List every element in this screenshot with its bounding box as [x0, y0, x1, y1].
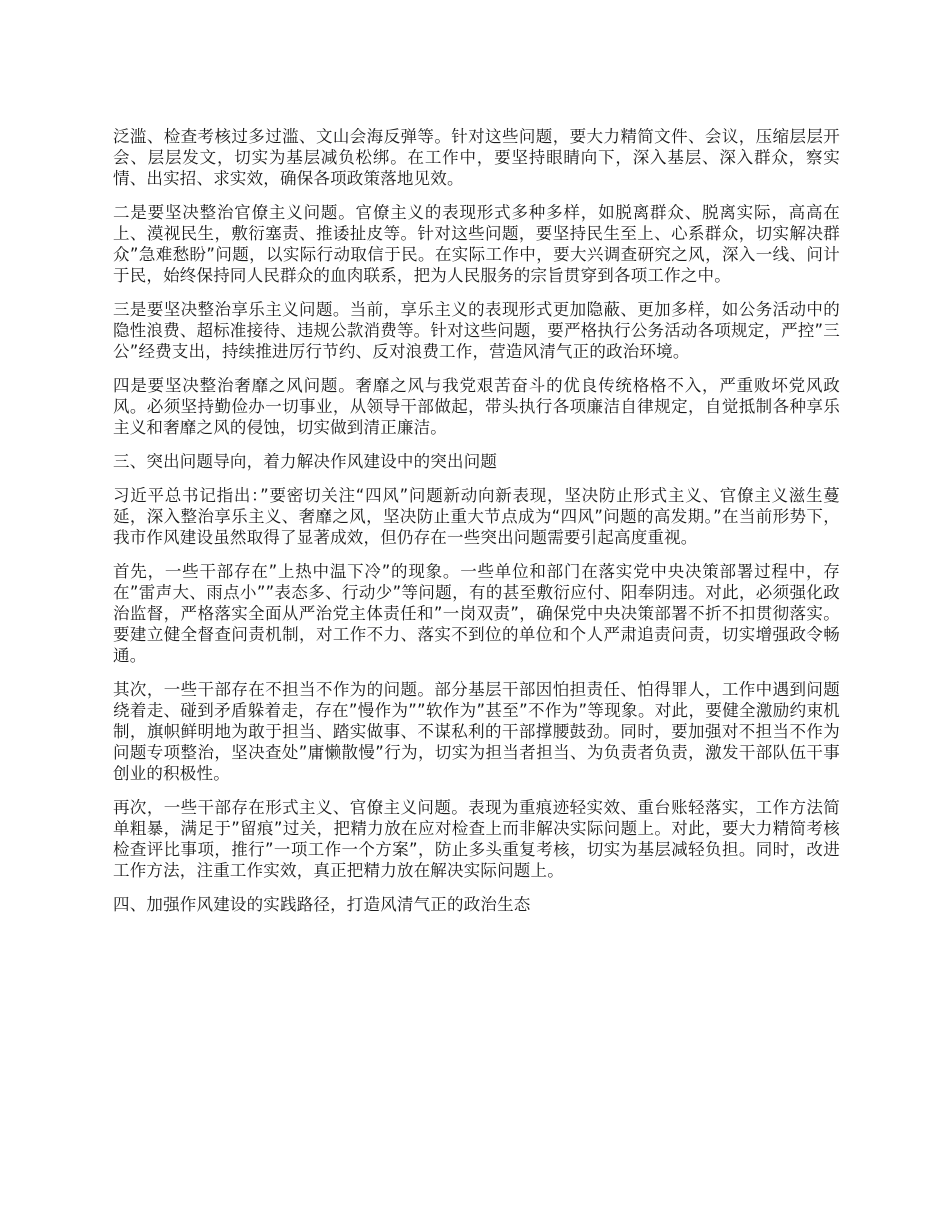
paragraph: 泛滥、检查考核过多过滥、文山会海反弹等。针对这些问题，要大力精简文件、会议，压缩层层开会、层层发文，切实为基层减负松绑。在工作中，要坚持眼睛向下，深入基层、深入群众，察实情、出实招、求实效，确保各项政策落地见效。	[113, 127, 840, 188]
section-heading: 四、加强作风建设的实践路径，打造风清气正的政治生态	[113, 895, 531, 914]
document-body	[113, 126, 840, 928]
paragraph: 三是要坚决整治享乐主义问题。当前，享乐主义的表现形式更加隐蔽、更加多样，如公务活动中的隐性浪费、超标准接待、违规公款消费等。针对这些问题，要严格执行公务活动各项规定，严控”三公”经费支出，持续推进厉行节约、反对浪费工作，营造风清气正的政治环境。	[113, 300, 840, 361]
paragraph: 二是要坚决整治官僚主义问题。官僚主义的表现形式多种多样，如脱离群众、脱离实际，高高在上、漠视民生，敷衍塞责、推诿扯皮等。针对这些问题，要坚持民生至上、心系群众，切实解决群众”急难愁盼”问题，以实际行动取信于民。在实际工作中，要大兴调查研究之风，深入一线、问计于民，始终保持同人民群众的血肉联系，把为人民服务的宗旨贯穿到各项工作之中。	[113, 203, 840, 285]
paragraph: 其次，一些干部存在不担当不作为的问题。部分基层干部因怕担责任、怕得罪人，工作中遇到问题绕着走、碰到矛盾躲着走，存在”慢作为””软作为”甚至”不作为”等现象。对此，要健全激励约束机制，旗帜鲜明地为敢于担当、踏实做事、不谋私利的干部撑腰鼓劲。同时，要加强对不担当不作为问题专项整治，坚决查处”庸懒散慢”行为，切实为担当者担当、为负责者负责，激发干部队伍干事创业的积极性。	[113, 680, 840, 783]
paragraph: 再次，一些干部存在形式主义、官僚主义问题。表现为重痕迹轻实效、重台账轻落实，工作方法简单粗暴，满足于”留痕”过关，把精力放在应对检查上而非解决实际问题上。对此，要大力精简考核检查评比事项，推行”一项工作一个方案”，防止多头重复考核，切实为基层减轻负担。同时，改进工作方法，注重工作实效，真正把精力放在解决实际问题上。	[113, 798, 840, 880]
paragraph: 四是要坚决整治奢靡之风问题。奢靡之风与我党艰苦奋斗的优良传统格格不入，严重败坏党风政风。必须坚持勤俭办一切事业，从领导干部做起，带头执行各项廉洁自律规定，自觉抵制各种享乐主义和奢靡之风的侵蚀，切实做到清正廉洁。	[113, 376, 840, 437]
paragraph: 首先，一些干部存在”上热中温下冷”的现象。一些单位和部门在落实党中央决策部署过程中，存在”雷声大、雨点小””表态多、行动少”等问题，有的甚至敷衍应付、阳奉阴违。对此，必须强化政治监督，严格落实全面从严治党主体责任和”一岗双责”，确保党中央决策部署不折不扣贯彻落实。要建立健全督查问责机制，对工作不力、落实不到位的单位和个人严肃追责问责，切实增强政令畅通。	[113, 562, 840, 665]
section-heading: 三、突出问题导向，着力解决作风建设中的突出问题	[113, 452, 498, 471]
paragraph: 习近平总书记指出：”要密切关注“四风”问题新动向新表现，坚决防止形式主义、官僚主义滋生蔓延，深入整治享乐主义、奢靡之风，坚决防止重大节点成为“四风”问题的高发期。”在当前形势下，我市作风建设虽然取得了显著成效，但仍存在一些突出问题需要引起高度重视。	[113, 486, 840, 547]
